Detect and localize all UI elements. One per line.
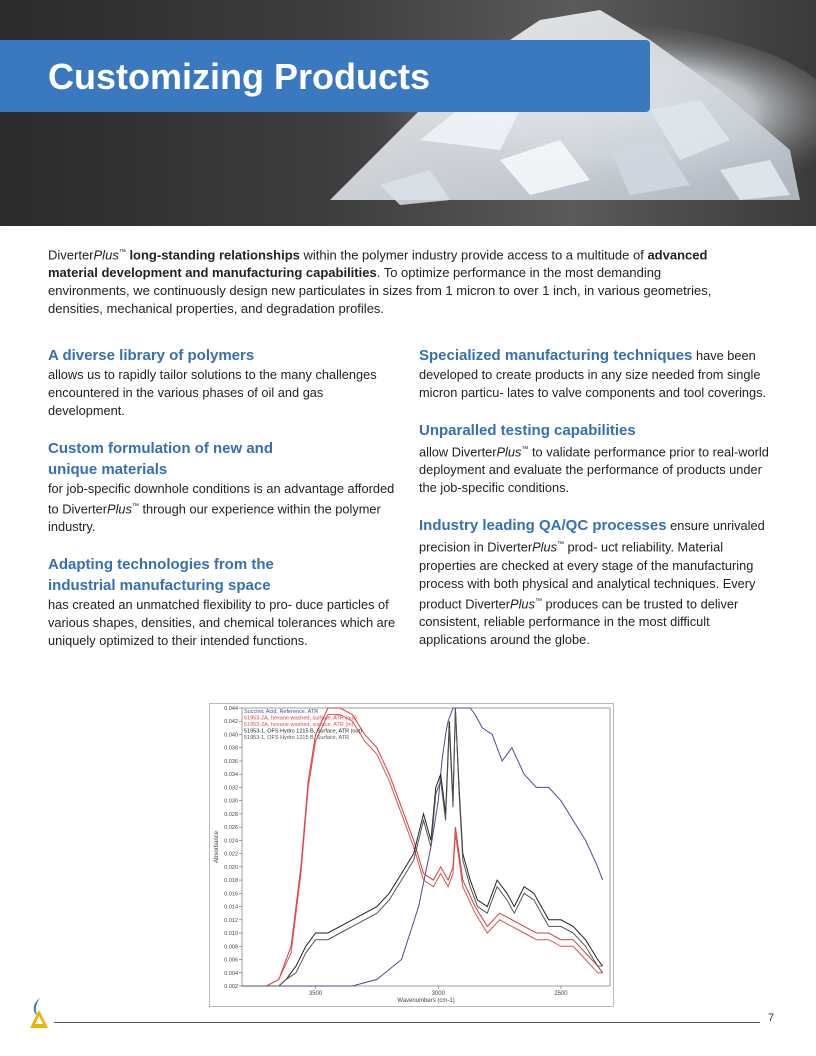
x-axis-label: Wavenumbers (cm-1) (397, 998, 455, 1004)
y-tick-label: 0.004 (224, 970, 238, 977)
body-text: prod- uct reliability. Material properties are checked at every stage of the manufacturing process with both physical and analytical techniques. Every product Diverter (419, 539, 756, 611)
y-tick-label: 0.030 (224, 798, 238, 805)
hero-image (0, 0, 816, 226)
section-adapting-technologies (48, 554, 398, 650)
section-testing-capabilities (419, 420, 769, 497)
plot-frame (242, 708, 610, 986)
y-tick-label: 0.012 (224, 917, 238, 924)
section-body (48, 480, 398, 536)
series-line-3 (242, 708, 603, 986)
left-column (48, 345, 398, 668)
y-tick-label: 0.038 (224, 745, 238, 752)
brand-italic: Plus (532, 539, 557, 555)
y-tick-label: 0.020 (224, 864, 238, 871)
y-tick-label: 0.036 (224, 758, 238, 765)
section-body (419, 441, 769, 497)
section-body: has created an unmatched flexibility to pro- duce particles of various shapes, densities, and chemical tolerances which are uniquely optimized to their intended functions. (48, 597, 396, 649)
y-tick-label: 0.014 (224, 904, 238, 911)
y-tick-label: 0.022 (224, 851, 238, 858)
section-heading: Custom formulation of new and unique materials (48, 440, 273, 478)
body-text: to validate performance prior to real-world deployment and evaluate the performance of products under the job-specific conditions. (419, 444, 769, 496)
brand-italic: Plus (107, 501, 132, 517)
y-axis-label: Absorbance (214, 830, 220, 864)
y-tick-label: 0.026 (224, 825, 238, 832)
y-tick-label: 0.008 (224, 944, 238, 951)
y-tick-label: 0.040 (224, 732, 238, 739)
page-title: Customizing Products (48, 56, 431, 97)
section-polymer-library (48, 345, 398, 420)
x-tick-label: 2500 (554, 991, 568, 997)
trademark: ™ (557, 541, 564, 549)
legend-entry-1: 51953-2A, hexane washed, surface, ATR (out) (244, 715, 357, 722)
footer-divider (54, 1022, 760, 1023)
section-heading: Industry leading QA/QC processes (419, 517, 667, 535)
series-line-0 (242, 708, 603, 986)
intro-paragraph (48, 244, 738, 318)
intro-text-2: . To optimize performance in the most demanding environments, we continuously design new particulates in sizes from 1 micron to over 1 inch, in various geometries, densities, mechanical properties, and degradation profiles. (48, 265, 712, 317)
body-text: for job-specific downhole conditions is an advantage afforded to Diverter (48, 481, 395, 517)
right-column (419, 345, 769, 667)
section-body: allows us to rapidly tailor solutions to the many challenges encountered in the various phases of oil and gas development. (48, 367, 377, 418)
body-text: ensure unrivaled precision in Diverter (419, 518, 765, 555)
legend-entry-0: Succinic Acid, Reference, ATR (244, 709, 319, 715)
series-line-4 (242, 708, 603, 986)
chart-svg (210, 704, 613, 1006)
intro-text-1: within the polymer industry provide access to a multitude of (299, 247, 648, 263)
y-tick-label: 0.042 (224, 719, 238, 726)
page-number: 7 (768, 1012, 775, 1024)
section-qa-qc (419, 515, 769, 649)
brand-italic: Plus (496, 444, 522, 460)
y-tick-label: 0.016 (224, 891, 238, 898)
y-tick-label: 0.010 (224, 931, 238, 938)
trademark: ™ (131, 503, 139, 510)
series-line-1 (242, 708, 603, 986)
x-tick-label: 3500 (308, 991, 323, 997)
intro-bold-2: advanced material development and manufacturing capabilities (48, 247, 708, 281)
series-line-2 (242, 715, 603, 986)
legend-entry-2: 51953-2A, hexane washed, surface, ATR (in) (244, 722, 354, 728)
trademark: ™ (521, 446, 529, 453)
y-tick-label: 0.024 (224, 838, 238, 845)
body-text: produces can be trusted to deliver consistent, reliable performance in the most difficult applications around the globe. (419, 595, 739, 647)
y-tick-label: 0.018 (224, 878, 238, 885)
brand-italic: Plus (510, 595, 535, 611)
x-tick-label: 3000 (431, 991, 445, 997)
y-tick-label: 0.044 (224, 706, 238, 712)
legend-entry-3: 51953-1, OFS Hydro 1215 B, Surface, ATR (out) (244, 728, 362, 735)
trademark: ™ (118, 249, 126, 256)
section-heading: A diverse library of polymers (48, 347, 255, 364)
trademark: ™ (534, 597, 542, 605)
section-custom-formulation (48, 438, 398, 536)
legend-entry-4: 51953-1, OFS Hydro 1215 B, Surface, ATR (244, 735, 350, 741)
y-tick-label: 0.034 (224, 772, 238, 779)
ftir-spectrum-chart (209, 703, 614, 1007)
brand-name: Diverter (48, 247, 94, 263)
y-tick-label: 0.028 (224, 811, 238, 818)
section-manufacturing-techniques (419, 345, 769, 402)
y-tick-label: 0.032 (224, 785, 238, 792)
company-logo (26, 996, 52, 1030)
brand-italic: Plus (93, 247, 119, 263)
section-heading: Unparalled testing capabilities (419, 422, 636, 439)
y-tick-label: 0.006 (224, 957, 238, 964)
body-text: allow Diverter (419, 444, 497, 460)
section-body: have been developed to create products in any size needed from single micron particu- lates to valve components and tool coverings. (419, 348, 767, 400)
section-heading: Specialized manufacturing techniques (419, 347, 693, 364)
y-tick-label: 0.002 (224, 984, 238, 990)
intro-bold-1: long-standing relationships (129, 247, 300, 263)
body-text: through our experience within the polymer industry. (48, 501, 381, 535)
crystals-photo (0, 0, 816, 226)
section-heading: Adapting technologies from the industrial manufacturing space (48, 556, 274, 595)
